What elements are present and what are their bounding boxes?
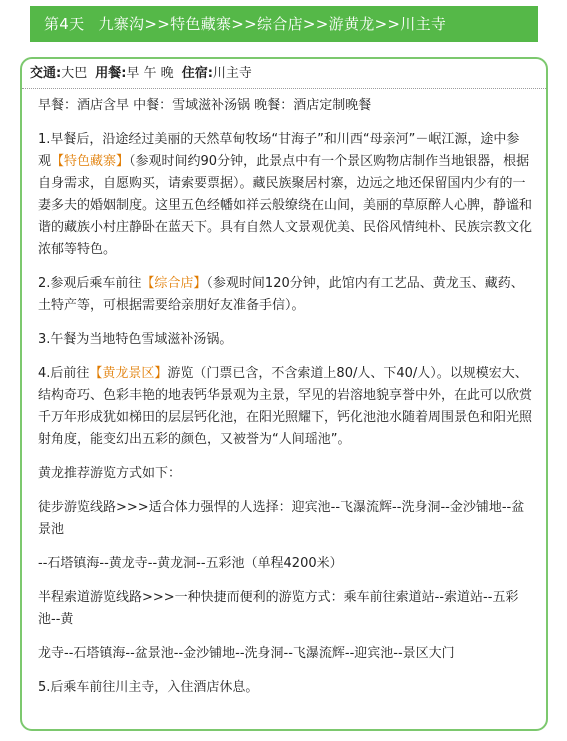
walking-route-continued: --石塔镇海--黄龙寺--黄龙洞--五彩池（单程4200米） bbox=[38, 556, 343, 571]
divider bbox=[22, 88, 546, 89]
cable-car-route: 半程索道游览线路>>>一种快捷而便利的游览方式：乘车前往索道站--索道站--五彩池--黄 bbox=[38, 590, 519, 627]
day-number: 第4天 bbox=[44, 15, 85, 33]
day-header bbox=[30, 6, 538, 42]
day-route: 九寨沟>>特色藏寨>>综合店>>游黄龙>>川主寺 bbox=[98, 15, 447, 33]
paragraph-1: 1.早餐后，沿途经过美丽的天然草甸牧场“甘海子”和川西“母亲河”－岷江源，途中参观【特色藏寨】（参观时间约90分钟，此景点中有一个景区购物店制作当地银器，根据自身需求，自愿购买，请索要票据）。藏民族聚居村寨，边远之地还保留国内少有的一妻多夫的婚姻制度。这里五色经幡如祥云般缭绕在山间，美丽的草原醉人心脾，静谧和谐的藏族小村庄静卧在蓝天下。具有自然人文景观优美、民俗风情纯朴、民族宗教文化浓郁等特色。 bbox=[38, 132, 533, 257]
paragraph-5: 5.后乘车前往川主寺，入住酒店休息。 bbox=[38, 680, 259, 695]
transport-value: 大巴 bbox=[61, 66, 88, 81]
itinerary-content bbox=[38, 95, 532, 711]
cable-car-route-continued: 龙寺--石塔镇海--盆景池--金沙铺地--洗身洞--飞瀑流辉--迎宾池--景区大门 bbox=[38, 646, 455, 661]
meal-value: 早 午 晚 bbox=[126, 66, 174, 81]
paragraph-2: 2.参观后乘车前往【综合店】（参观时间120分钟，此馆内有工艺品、黄龙玉、藏药、土特产等，可根据需要给亲朋好友准备手信）。 bbox=[38, 276, 524, 313]
recommend-heading: 黄龙推荐游览方式如下： bbox=[38, 466, 182, 481]
meals-line: 早餐：酒店含早 中餐：雪域滋补汤锅 晚餐：酒店定制晚餐 bbox=[38, 98, 372, 113]
lodging-value: 川主寺 bbox=[212, 66, 252, 81]
walking-route: 徒步游览线路>>>适合体力强悍的人选择：迎宾池--飞瀑流辉--洗身洞--金沙铺地--盆景池 bbox=[38, 500, 525, 537]
highlight-general-store: 【综合店】 bbox=[141, 276, 207, 291]
paragraph-3: 3.午餐为当地特色雪域滋补汤锅。 bbox=[38, 332, 233, 347]
meal-label: 用餐: bbox=[95, 66, 127, 81]
page-edge bbox=[0, 140, 3, 660]
info-bar bbox=[30, 62, 252, 86]
transport-label: 交通: bbox=[30, 66, 62, 81]
paragraph-4: 4.后前往【黄龙景区】游览（门票已含，不含索道上80/人、下40/人）。以规模宏大、结构奇巧、色彩丰艳的地表钙华景观为主景，罕见的岩溶地貌享誉中外，在此可以欣赏千万年形成犹如梯田的层层钙化池，在阳光照耀下，钙化池池水随着周围景色和阳光照射角度，能变幻出五彩的颜色，又被誉为“人间瑶池”。 bbox=[38, 366, 533, 447]
highlight-huanglong: 【黄龙景区】 bbox=[89, 366, 168, 381]
highlight-tibetan-village: 【特色藏寨】 bbox=[51, 154, 130, 169]
lodging-label: 住宿: bbox=[181, 66, 213, 81]
